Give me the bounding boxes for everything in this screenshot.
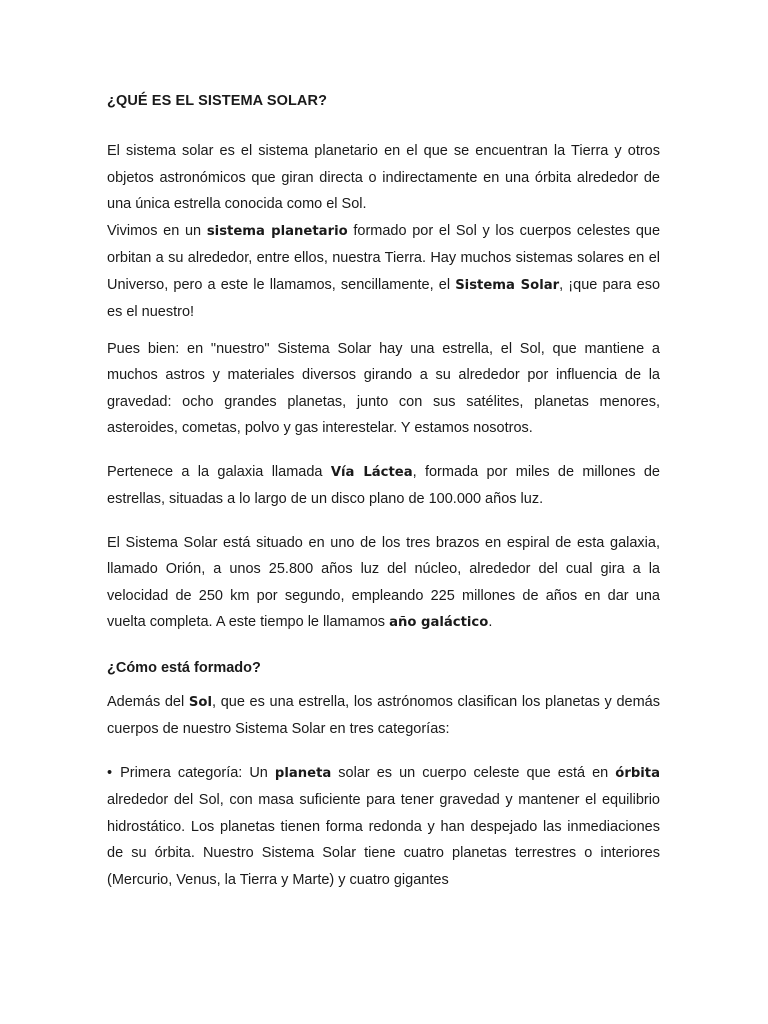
bold-term: Vía Láctea — [330, 464, 413, 480]
text-run: alrededor del Sol, con masa suficiente para tener gravedad y mantener el equilibrio hidrostático. Los planetas tienen forma redonda y han despejado las inmediaciones de su órbita. Nuestro Sistema Solar tiene cuatro planetas terrestres o interiores (Mercurio, Venus, la Tierra y Marte) y cuatro gigantes — [107, 792, 660, 888]
bold-term: planeta — [274, 765, 332, 781]
text-run: formado por el Sol y los cuerpos celestes que orbitan a su alrededor, entre ellos, nuestra Tierra. Hay muchos sistemas solares en el Universo, pero a este le llamamos, sencillamente, el — [107, 222, 661, 293]
text-run: , que es una estrella, los astrónomos clasifican los planetas y demás cuerpos de nuestro Sistema Solar en tres categorías: — [107, 693, 660, 737]
bold-term: sistema planetario — [206, 223, 348, 239]
text-run: , formada por miles de millones de estrellas, situadas a lo largo de un disco plano de 100.000 años luz. — [107, 463, 660, 507]
text-run: Pertenece a la galaxia llamada — [107, 463, 331, 480]
paragraph-definition: El sistema solar es el sistema planetario en el que se encuentran la Tierra y otros objetos astronómicos que giran directa o indirectamente en una órbita alrededor de una única estrella conocida como el Sol. — [107, 143, 660, 212]
bold-term: Sol — [188, 694, 212, 710]
text-run: Además del — [107, 693, 189, 710]
page-title: ¿QUÉ ES EL SISTEMA SOLAR? — [107, 93, 328, 109]
bold-term: Sistema Solar — [455, 277, 560, 293]
paragraph-milky-way — [107, 459, 660, 513]
bold-term: año galáctico — [389, 615, 489, 630]
paragraph-categories — [107, 689, 660, 743]
paragraph-planetary-system — [107, 218, 660, 326]
bullet-icon: • — [107, 764, 113, 781]
text-run: El Sistema Solar está situado en uno de los tres brazos en espiral de esta galaxia, llamado Orión, a unos 25.800 años luz del núcleo, alrededor del cual gira a la velocidad de 250 km por segundo, empleando 225 millones de años en dar una vuelta completa. A este tiempo le llamamos — [107, 534, 660, 630]
list-item-first-category — [107, 760, 660, 894]
text-run: , ¡que para eso es el nuestro! — [107, 276, 661, 320]
text-run: Primera categoría: Un — [120, 764, 275, 781]
document-body — [107, 88, 660, 893]
text-run: Vivimos en un — [107, 222, 207, 239]
text-run: . — [488, 614, 493, 630]
bold-term: órbita — [615, 765, 660, 781]
paragraph-galactic-year — [107, 530, 660, 637]
paragraph-star-and-bodies: Pues bien: en "nuestro" Sistema Solar hay una estrella, el Sol, que mantiene a muchos astros y materiales diversos girando a su alrededor por influencia de la gravedad: ocho grandes planetas, junto con sus satélites, planetas menores, asteroides, cometas, polvo y gas interestelar. Y estamos nosotros. — [107, 340, 660, 436]
section-subtitle: ¿Cómo está formado? — [107, 659, 261, 676]
text-run: solar es un cuerpo celeste que está en — [331, 764, 616, 781]
